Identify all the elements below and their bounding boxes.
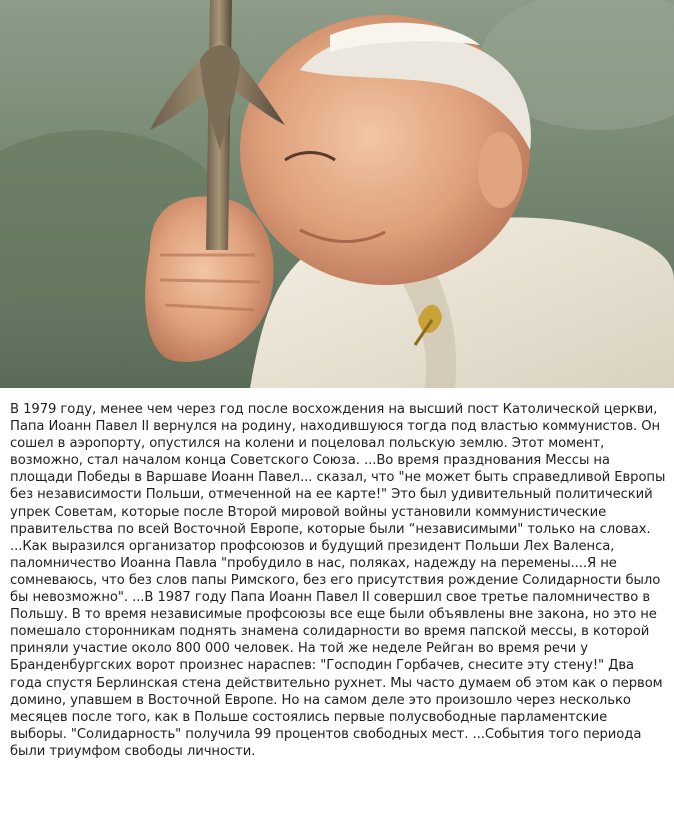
post-text: В 1979 году, менее чем через год после восхождения на высший пост Католической церкви, Папа Иоанн Павел II вернулся на родину, находившуюся тогда под властью коммунистов. Он сошел в аэропорту, опустился на колени и поцеловал польскую землю. Этот момент, возможно, стал началом конца Советского Союза. ...Во время празднования Мессы на площади Победы в Варшаве Иоанн Павел... сказал, что "не может быть справедливой Европы без независимости Польши, отмеченной на ее карте!" Это был удивительный политический упрек Советам, которые после Второй мировой войны установили коммунистические правительства по всей Восточной Европе, которые были “независимыми" только на словах. ...Как выразился организатор профсоюзов и будущий президент Польши Лех Валенса, паломничество Иоанна Павла "пробудило в нас, поляках, надежду на перемены....Я не сомневаюсь, что без слов папы Римского, без его присутствия рождение Солидарности было бы невозможно". ...В 1987 году Папа Иоанн Павел II совершил свое третье паломничество в Польшу. В то время независимые профсоюзы все еще были объявлены вне закона, но это не помешало сторонникам поднять знамена солидарности во время папской мессы, в которой приняли участие около 800 000 человек. На той же неделе Рейган во время речи у Бранденбургских ворот произнес нараспев: "Господин Горбачев, снесите эту стену!" Два года спустя Берлинская стена действительно рухнет. Мы часто думаем об этом как о первом домино, упавшем в Восточной Европе. Но на самом деле это произошло через несколько месяцев после того, как в Польше состоялись первые полусвободные парламентские выборы. "Солидарность" получила 99 процентов свободных мест. ...События того периода были триумфом свободы личности. [10,402,666,759]
post-photo[interactable] [0,0,674,388]
pope-photo-icon [0,0,674,388]
